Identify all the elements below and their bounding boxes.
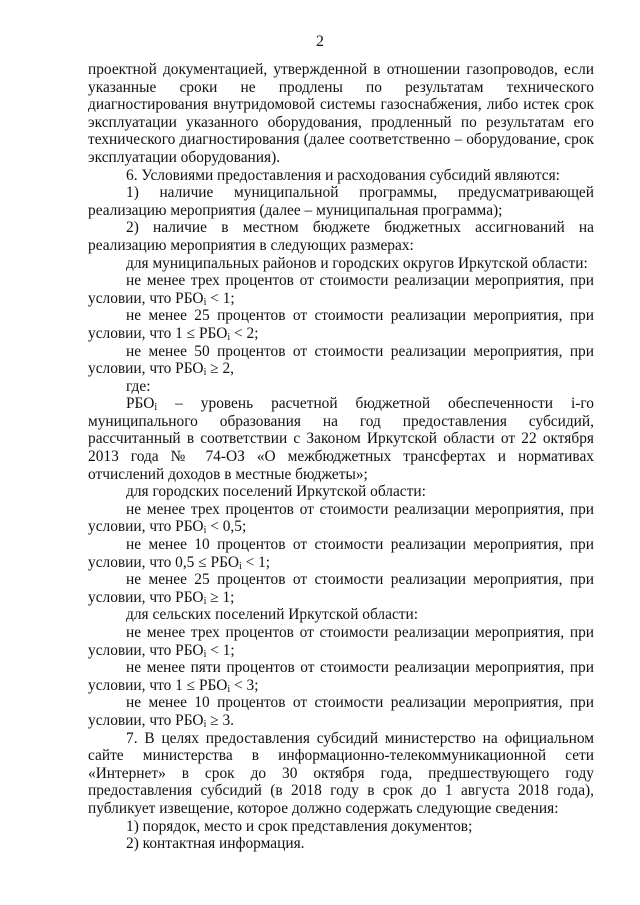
- subscript-i: i: [203, 648, 207, 660]
- subscript-i: i: [154, 402, 158, 414]
- rate-condition: < 1;: [241, 553, 271, 571]
- paragraph-municipal-districts: для муниципальных районов и городских округов Иркутской области:: [126, 254, 588, 272]
- subscript-i: i: [203, 525, 207, 537]
- paragraph-condition-2: 2) наличие в местном бюджете бюджетных ассигнований на реализацию мероприятия в следующих размерах:: [88, 219, 594, 254]
- subscript-i: i: [238, 560, 242, 572]
- paragraph-rate-urban-1: [88, 501, 594, 536]
- rate-text: не менее 25 процентов от стоимости реализации мероприятия, при условии, что 1 ≤ РБО: [88, 307, 594, 342]
- paragraph-info-1: 1) порядок, место и срок представления документов;: [126, 817, 473, 835]
- subscript-i: i: [203, 718, 207, 730]
- paragraph-rate-districts-1: [88, 272, 594, 307]
- rate-condition: ≥ 2,: [206, 360, 235, 378]
- rate-condition: ≥ 3.: [206, 711, 235, 729]
- rate-condition: < 3;: [230, 676, 259, 694]
- rbo-definition-text: – уровень расчетной бюджетной обеспеченности i-го муниципального образования на год предоставления субсидий, рассчитанный в соответствии с Законом Иркутской области от 22 октября 2013 года № 74-ОЗ «О межбюджетных трансфертах и нормативах отчислений доходов в местные бюджеты»;: [88, 395, 594, 483]
- subscript-i: i: [203, 296, 207, 308]
- paragraph-item-6: 6. Условиями предоставления и расходования субсидий являются:: [126, 166, 560, 184]
- page-number: 2: [316, 33, 324, 50]
- rate-condition: < 2;: [230, 324, 259, 342]
- rate-text: не менее 25 процентов от стоимости реализации мероприятия, при условии, что РБО: [88, 571, 594, 606]
- rate-condition: < 1;: [206, 289, 235, 307]
- document-body: [88, 61, 594, 853]
- rate-condition: < 1;: [206, 641, 235, 659]
- paragraph-rate-urban-3: [88, 571, 594, 606]
- paragraph-rbo-definition: [88, 395, 594, 483]
- subscript-i: i: [203, 595, 207, 607]
- paragraph-rate-rural-2: [88, 659, 594, 694]
- paragraph-continuation: проектной документацией, утвержденной в отношении газопроводов, если указанные сроки не продлены по результатам технического диагностирования внутридомовой системы газоснабжения, либо истек срок эксплуатации указанного оборудования, продленный по результатам его технического диагностирования (далее соответственно – оборудование, срок эксплуатации оборудования).: [88, 61, 594, 166]
- rate-text: не менее пяти процентов от стоимости реализации мероприятия, при условии, что 1 ≤ РБО: [88, 659, 594, 694]
- paragraph-rate-rural-3: [88, 694, 594, 729]
- rbo-term: РБО: [126, 395, 155, 413]
- paragraph-rate-districts-2: [88, 307, 594, 342]
- paragraph-condition-1: 1) наличие муниципальной программы, предусматривающей реализацию мероприятия (далее – муниципальная программа);: [88, 184, 594, 219]
- subscript-i: i: [227, 683, 231, 695]
- rate-condition: ≥ 1;: [206, 588, 235, 606]
- paragraph-info-2: 2) контактная информация.: [126, 835, 305, 853]
- rate-text: не менее 50 процентов от стоимости реализации мероприятия, при условии, что РБО: [88, 342, 594, 378]
- rate-text: не менее 10 процентов от стоимости реализации мероприятия, при условии, что РБО: [88, 694, 594, 729]
- paragraph-rate-districts-3: [88, 343, 594, 378]
- rate-condition: < 0,5;: [206, 518, 247, 536]
- paragraph-rural-settlements: для сельских поселений Иркутской области:: [126, 606, 419, 624]
- rate-text: не менее 10 процентов от стоимости реализации мероприятия, при условии, что 0,5 ≤ РБО: [88, 536, 594, 571]
- paragraph-item-7: 7. В целях предоставления субсидий министерство на официальном сайте министерства в информационно-телекоммуникационной сети «Интернет» в срок до 30 октября года, предшествующего году предоставления субсидий (в 2018 году в срок до 1 августа 2018 года), публикует извещение, которое должно содержать следующие сведения:: [88, 729, 594, 817]
- subscript-i: i: [227, 331, 231, 343]
- paragraph-where: где:: [126, 377, 151, 395]
- subscript-i: i: [203, 367, 207, 379]
- rate-text: не менее трех процентов от стоимости реализации мероприятия, при условии, что РБО: [88, 500, 594, 536]
- rate-text: не менее трех процентов от стоимости реализации мероприятия, при условии, что РБО: [88, 272, 594, 307]
- paragraph-rate-rural-1: [88, 624, 594, 659]
- paragraph-urban-settlements: для городских поселений Иркутской области:: [126, 483, 426, 501]
- rate-text: не менее трех процентов от стоимости реализации мероприятия, при условии, что РБО: [88, 624, 594, 659]
- paragraph-rate-urban-2: [88, 536, 594, 571]
